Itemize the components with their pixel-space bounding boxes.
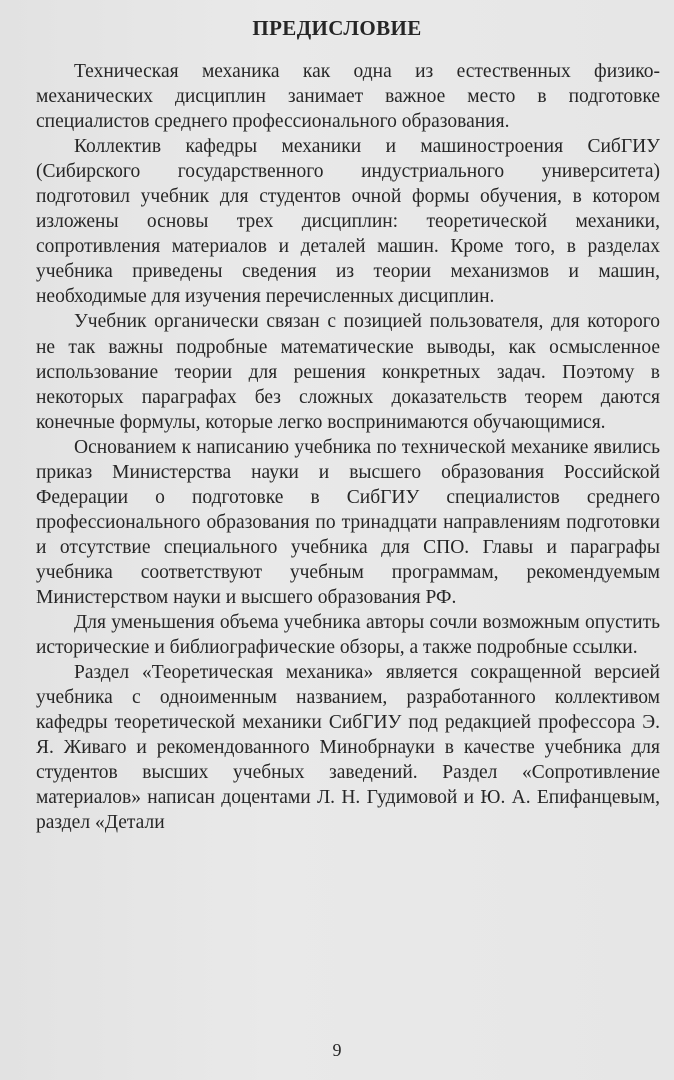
paragraph-5: Для уменьшения объема учебника авторы сочли возможным опустить исторические и библиографические обзоры, а также подробные ссылки. xyxy=(36,612,660,659)
preface-body xyxy=(36,59,660,835)
page-number: 9 xyxy=(332,1040,342,1060)
page-title: ПРЕДИСЛОВИЕ xyxy=(252,16,422,40)
paragraph-6: Раздел «Теоретическая механика» является сокращенной версией учебника с одноименным названием, разработанного коллективом кафедры теоретической механики СибГИУ под редакцией профессора Э. Я. Живаго и рекомендованного Минобрнауки в качестве учебника для студентов высших учебных заведений. Раздел «Сопротивление материалов» написан доцентами Л. Н. Гудимовой и Ю. А. Епифанцевым, раздел «Детали xyxy=(36,662,660,834)
paragraph-1: Техническая механика как одна из естественных физико-механических дисциплин занимает важное место в подготовке специалистов среднего профессионального образования. xyxy=(36,61,660,133)
paragraph-2: Коллектив кафедры механики и машиностроения СибГИУ (Сибирского государственного индустриального университета) подготовил учебник для студентов очной формы обучения, в котором изложены основы трех дисциплин: теоретической механики, сопротивления материалов и деталей машин. Кроме того, в разделах учебника приведены сведения из теории механизмов и машин, необходимые для изучения перечисленных дисциплин. xyxy=(36,136,660,308)
paragraph-4: Основанием к написанию учебника по технической механике явились приказ Министерства науки и высшего образования Российской Федерации о подготовке в СибГИУ специалистов среднего профессионального образования по тринадцати направлениям подготовки и отсутствие специального учебника для СПО. Главы и параграфы учебника соответствуют учебным программам, рекомендуемым Министерством науки и высшего образования РФ. xyxy=(36,436,660,608)
paragraph-3: Учебник органически связан с позицией пользователя, для которого не так важны подробные математические выводы, как осмысленное использование теории для решения конкретных задач. Поэтому в некоторых параграфах без сложных доказательств теорем даются конечные формулы, которые легко воспринимаются обучающимися. xyxy=(36,311,660,433)
